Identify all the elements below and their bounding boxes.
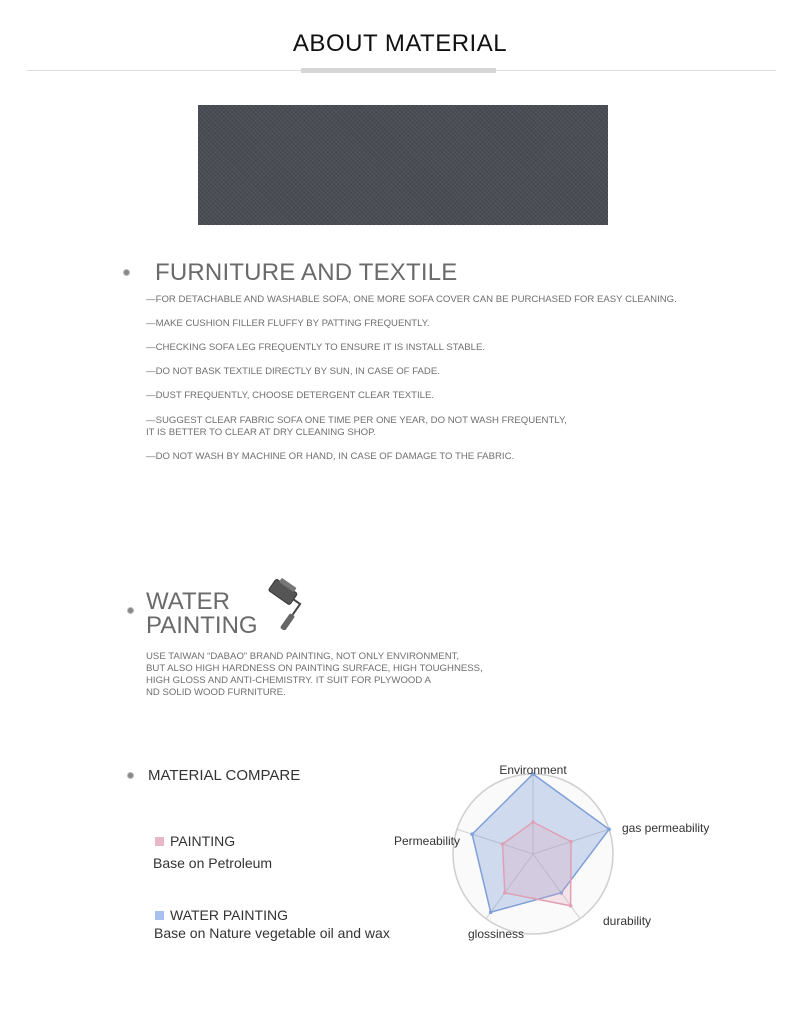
- painting-legend-label: PAINTING: [170, 833, 236, 849]
- radar-axis-label: glossiness: [467, 927, 525, 941]
- painting-data-point: [501, 842, 505, 846]
- water-painting-description-line: BUT ALSO HIGH HARDNESS ON PAINTING SURFACE, HIGH TOUGHNESS,: [146, 663, 483, 674]
- material-radar-chart: [390, 760, 720, 950]
- care-tip: —SUGGEST CLEAR FABRIC SOFA ONE TIME PER ONE YEAR, DO NOT WASH FREQUENTLY,: [146, 415, 567, 426]
- bullet-icon: [124, 270, 129, 275]
- water-painting-data-point: [470, 832, 474, 836]
- water-painting-description-line: ND SOLID WOOD FURNITURE.: [146, 687, 286, 698]
- water-painting-title: [146, 590, 258, 638]
- care-tip: —DO NOT BASK TEXTILE DIRECTLY BY SUN, IN CASE OF FADE.: [146, 366, 440, 377]
- material-compare-title: MATERIAL COMPARE: [148, 767, 301, 784]
- water-painting-legend-swatch: [155, 911, 164, 920]
- water-painting-legend-label: WATER PAINTING: [170, 907, 288, 923]
- radar-axis-label: Environment: [499, 763, 567, 777]
- care-tip-continued: IT IS BETTER TO CLEAR AT DRY CLEANING SHOP.: [146, 427, 376, 438]
- painting-data-point: [569, 904, 573, 908]
- water-painting-title-line1: WATER: [146, 588, 230, 615]
- bullet-icon: [128, 773, 133, 778]
- page-title: ABOUT MATERIAL: [292, 30, 508, 57]
- radar-axis-label: durability: [603, 914, 652, 928]
- painting-data-point: [569, 840, 573, 844]
- care-tip: —CHECKING SOFA LEG FREQUENTLY TO ENSURE IT IS INSTALL STABLE.: [146, 342, 486, 353]
- painting-data-point: [531, 820, 535, 824]
- fabric-swatch-image: [198, 105, 608, 225]
- water-painting-title-line2: PAINTING: [146, 612, 258, 639]
- water-painting-description-line: USE TAIWAN “DABAO” BRAND PAINTING, NOT ONLY ENVIRONMENT,: [146, 651, 460, 662]
- title-underline: [301, 68, 496, 73]
- care-tip: —DO NOT WASH BY MACHINE OR HAND, IN CASE OF DAMAGE TO THE FABRIC.: [146, 451, 515, 462]
- radar-axis-label: gas permeability: [622, 821, 710, 835]
- water-painting-legend-description: Base on Nature vegetable oil and wax: [154, 925, 390, 941]
- water-painting-description-line: HIGH GLOSS AND ANTI-CHEMISTRY. IT SUIT FOR PLYWOOD A: [146, 675, 431, 686]
- furniture-textile-title: FURNITURE AND TEXTILE: [155, 259, 458, 286]
- water-painting-data-point: [489, 910, 493, 914]
- care-tip: —MAKE CUSHION FILLER FLUFFY BY PATTING FREQUENTLY.: [146, 318, 430, 329]
- care-tip: —FOR DETACHABLE AND WASHABLE SOFA, ONE MORE SOFA COVER CAN BE PURCHASED FOR EASY CLEANING.: [146, 294, 677, 305]
- bullet-icon: [128, 608, 133, 613]
- painting-data-point: [503, 891, 507, 895]
- painting-legend-swatch: [155, 837, 164, 846]
- paint-roller-icon: [262, 575, 322, 630]
- water-painting-data-point: [607, 827, 611, 831]
- care-tip: —DUST FREQUENTLY, CHOOSE DETERGENT CLEAR TEXTILE.: [146, 390, 435, 401]
- painting-legend-description: Base on Petroleum: [153, 855, 273, 871]
- radar-axis-label: Permeability: [393, 834, 460, 848]
